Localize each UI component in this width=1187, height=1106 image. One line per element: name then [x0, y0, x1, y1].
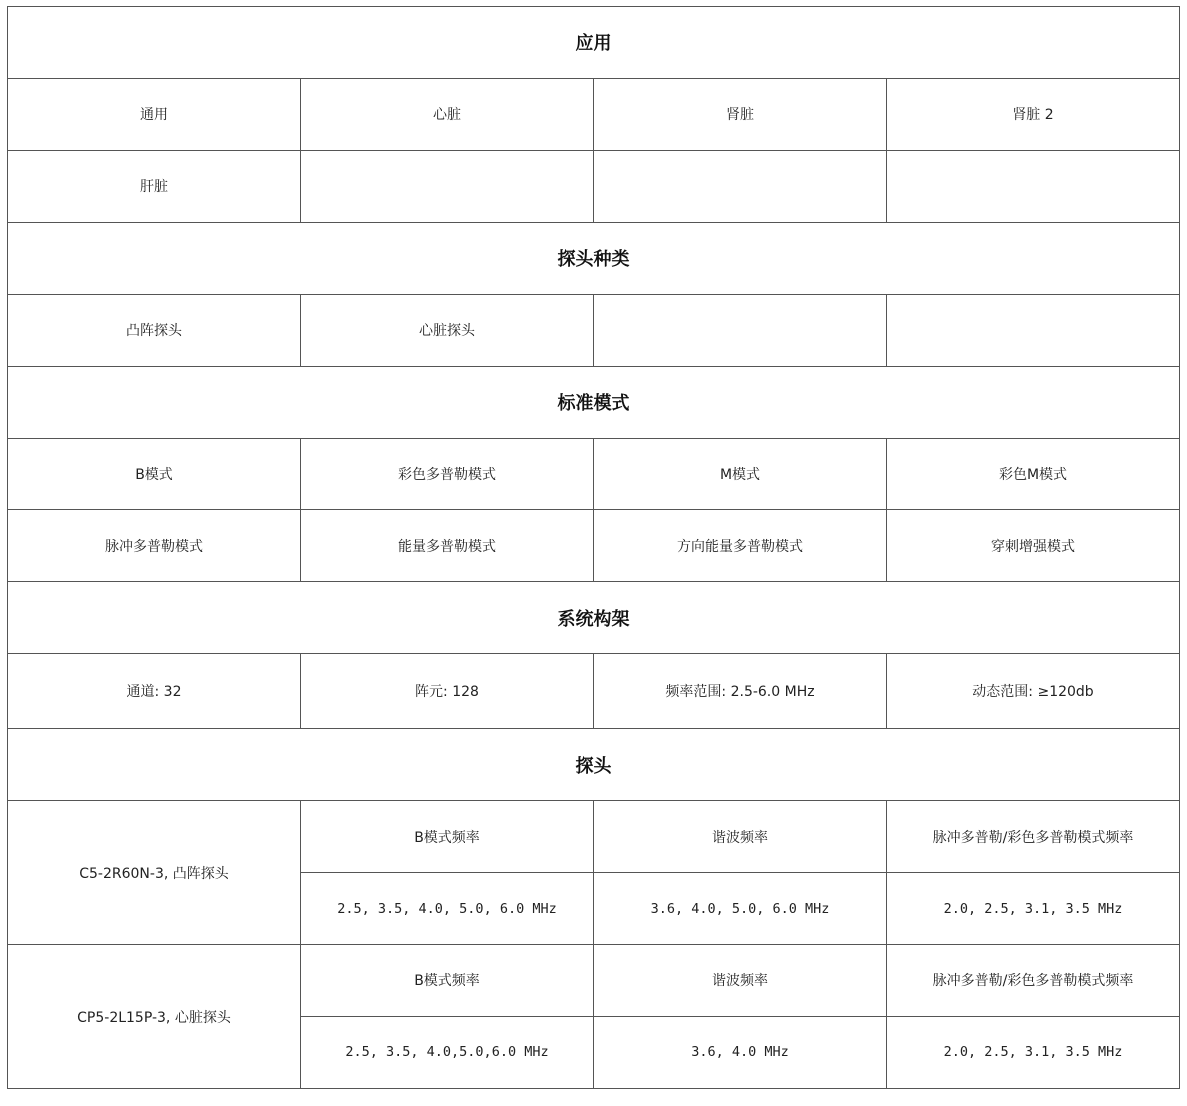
probe-type-cell — [594, 294, 887, 366]
application-header-row — [8, 7, 1180, 79]
mode-cell: 能量多普勒模式 — [301, 510, 594, 582]
system-spec-cell: 阵元: 128 — [301, 654, 594, 729]
probe-types-header: 探头种类 — [8, 222, 1180, 294]
system-architecture-header-row — [8, 582, 1180, 654]
application-row — [8, 150, 1180, 222]
mode-cell: 彩色多普勒模式 — [301, 438, 594, 510]
system-spec-cell: 频率范围: 2.5-6.0 MHz — [594, 654, 887, 729]
probe-type-cell: 凸阵探头 — [8, 294, 301, 366]
probes-header-row — [8, 729, 1180, 801]
system-spec-cell: 通道: 32 — [8, 654, 301, 729]
probes-header: 探头 — [8, 729, 1180, 801]
system-spec-cell: 动态范围: ≥120db — [887, 654, 1180, 729]
probe-types-header-row — [8, 222, 1180, 294]
frequency-value: 2.5, 3.5, 4.0,5.0,6.0 MHz — [301, 1016, 594, 1088]
probe-types-row — [8, 294, 1180, 366]
standard-modes-row — [8, 510, 1180, 582]
application-cell: 肝脏 — [8, 150, 301, 222]
probe-label-row — [8, 945, 1180, 1017]
mode-cell: 穿刺增强模式 — [887, 510, 1180, 582]
standard-modes-header: 标准模式 — [8, 366, 1180, 438]
frequency-value: 3.6, 4.0 MHz — [594, 1016, 887, 1088]
application-cell: 肾脏 2 — [887, 78, 1180, 150]
mode-cell: 彩色M模式 — [887, 438, 1180, 510]
frequency-value: 2.0, 2.5, 3.1, 3.5 MHz — [887, 873, 1180, 945]
spec-table — [7, 6, 1180, 1089]
application-header: 应用 — [8, 7, 1180, 79]
application-cell: 肾脏 — [594, 78, 887, 150]
mode-cell: 脉冲多普勒模式 — [8, 510, 301, 582]
probe-name: CP5-2L15P-3, 心脏探头 — [8, 945, 301, 1089]
standard-modes-row — [8, 438, 1180, 510]
probe-type-cell: 心脏探头 — [301, 294, 594, 366]
frequency-value: 2.0, 2.5, 3.1, 3.5 MHz — [887, 1016, 1180, 1088]
frequency-label: B模式频率 — [301, 801, 594, 873]
frequency-label: 谐波频率 — [594, 945, 887, 1017]
frequency-value: 2.5, 3.5, 4.0, 5.0, 6.0 MHz — [301, 873, 594, 945]
application-row — [8, 78, 1180, 150]
probe-label-row — [8, 801, 1180, 873]
probe-name: C5-2R60N-3, 凸阵探头 — [8, 801, 301, 945]
mode-cell: 方向能量多普勒模式 — [594, 510, 887, 582]
mode-cell: B模式 — [8, 438, 301, 510]
system-architecture-header: 系统构架 — [8, 582, 1180, 654]
application-cell — [887, 150, 1180, 222]
frequency-label: 脉冲多普勒/彩色多普勒模式频率 — [887, 801, 1180, 873]
probe-type-cell — [887, 294, 1180, 366]
frequency-label: B模式频率 — [301, 945, 594, 1017]
application-cell: 心脏 — [301, 78, 594, 150]
system-architecture-row — [8, 654, 1180, 729]
mode-cell: M模式 — [594, 438, 887, 510]
frequency-value: 3.6, 4.0, 5.0, 6.0 MHz — [594, 873, 887, 945]
application-cell — [301, 150, 594, 222]
frequency-label: 脉冲多普勒/彩色多普勒模式频率 — [887, 945, 1180, 1017]
standard-modes-header-row — [8, 366, 1180, 438]
application-cell: 通用 — [8, 78, 301, 150]
application-cell — [594, 150, 887, 222]
frequency-label: 谐波频率 — [594, 801, 887, 873]
